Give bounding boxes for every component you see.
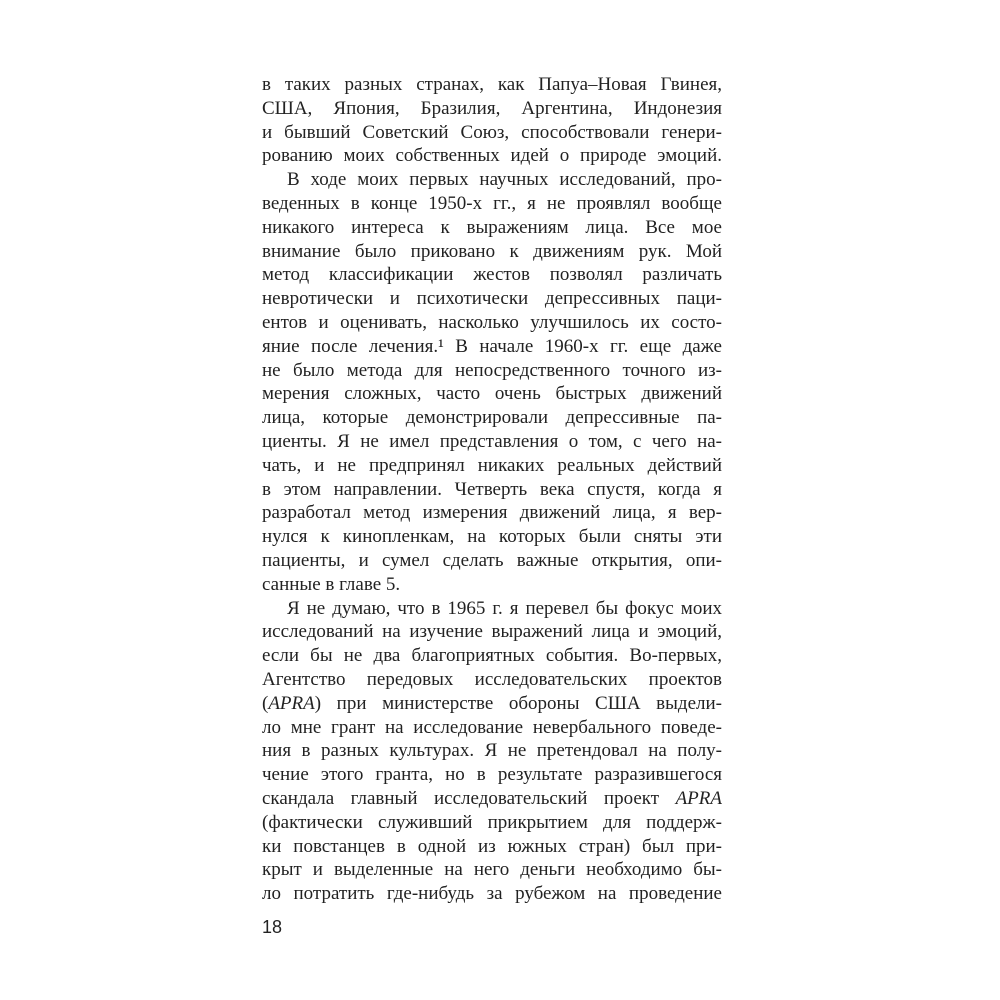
text-line: пациенты, и сумел сделать важные открытия, опи- bbox=[262, 549, 722, 571]
text-line: В ходе моих первых научных исследований, про- bbox=[287, 169, 722, 191]
text-line: циенты. Я не имел представления о том, с чего на- bbox=[262, 430, 722, 452]
text-line: яние после лечения.¹ В начале 1960-х гг. еще даже bbox=[262, 335, 722, 357]
text-line: веденных в конце 1950-х гг., я не проявлял вообще bbox=[262, 192, 722, 214]
text-line: и бывший Советский Союз, способствовали генери- bbox=[262, 121, 722, 143]
text-line: лица, которые демонстрировали депрессивные па- bbox=[262, 407, 722, 429]
text-line: ния в разных культурах. Я не претендовал на полу- bbox=[262, 740, 722, 762]
text-line: в таких разных странах, как Папуа–Новая Гвинея, bbox=[262, 74, 722, 95]
text-line: США, Япония, Бразилия, Аргентина, Индонезия bbox=[262, 97, 722, 119]
text-line: внимание было приковано к движениям рук. Мой bbox=[262, 240, 722, 262]
text-line: исследований на изучение выражений лица и эмоций, bbox=[262, 621, 722, 643]
paragraph bbox=[262, 73, 722, 168]
text-line: ло потратить где-нибудь за рубежом на проведение bbox=[262, 883, 722, 905]
text-line: нулся к кинопленкам, на которых были сняты эти bbox=[262, 526, 722, 548]
text-line: санные в главе 5. bbox=[262, 573, 401, 595]
text-line: если бы не два благоприятных события. Во-первых, bbox=[262, 645, 722, 667]
italic-term: APRA bbox=[675, 787, 722, 809]
text-line: метод классификации жестов позволял различать bbox=[262, 264, 722, 286]
body-text bbox=[262, 73, 722, 906]
text-line: разработал метод измерения движений лица, я вер- bbox=[262, 502, 722, 524]
text-line: крыт и выделенные на него деньги необходимо бы- bbox=[262, 859, 722, 881]
text-line: (APRA) при министерстве обороны США выдели- bbox=[262, 692, 722, 714]
text-line: в этом направлении. Четверть века спустя, когда я bbox=[262, 478, 722, 500]
italic-term: APRA bbox=[268, 692, 315, 714]
text-line: чать, и не предпринял никаких реальных действий bbox=[262, 454, 722, 476]
text-line: Я не думаю, что в 1965 г. я перевел бы фокус моих bbox=[287, 597, 722, 619]
text-line: не было метода для непосредственного точного из- bbox=[262, 359, 722, 381]
text-line: никакого интереса к выражениям лица. Все мое bbox=[262, 216, 722, 238]
text-line: ки повстанцев в одной из южных стран) был при- bbox=[262, 835, 722, 857]
text-line: (фактически служивший прикрытием для поддерж- bbox=[262, 811, 722, 833]
text-line: мерения сложных, часто очень быстрых движений bbox=[262, 383, 722, 405]
text-line: Агентство передовых исследовательских проектов bbox=[262, 668, 722, 690]
text-line: ло мне грант на исследование невербального поведе- bbox=[262, 716, 722, 738]
paragraph bbox=[262, 168, 722, 596]
text-line: скандала главный исследовательский проект APRA bbox=[262, 787, 722, 809]
page-number: 18 bbox=[262, 917, 283, 937]
text-line: ентов и оценивать, насколько улучшилось их состо- bbox=[262, 311, 722, 333]
text-line: рованию моих собственных идей о природе эмоций. bbox=[262, 145, 722, 167]
text-line: чение этого гранта, но в результате разразившегося bbox=[262, 764, 722, 786]
paragraph bbox=[262, 597, 722, 906]
text-line: невротически и психотически депрессивных паци- bbox=[262, 288, 722, 310]
